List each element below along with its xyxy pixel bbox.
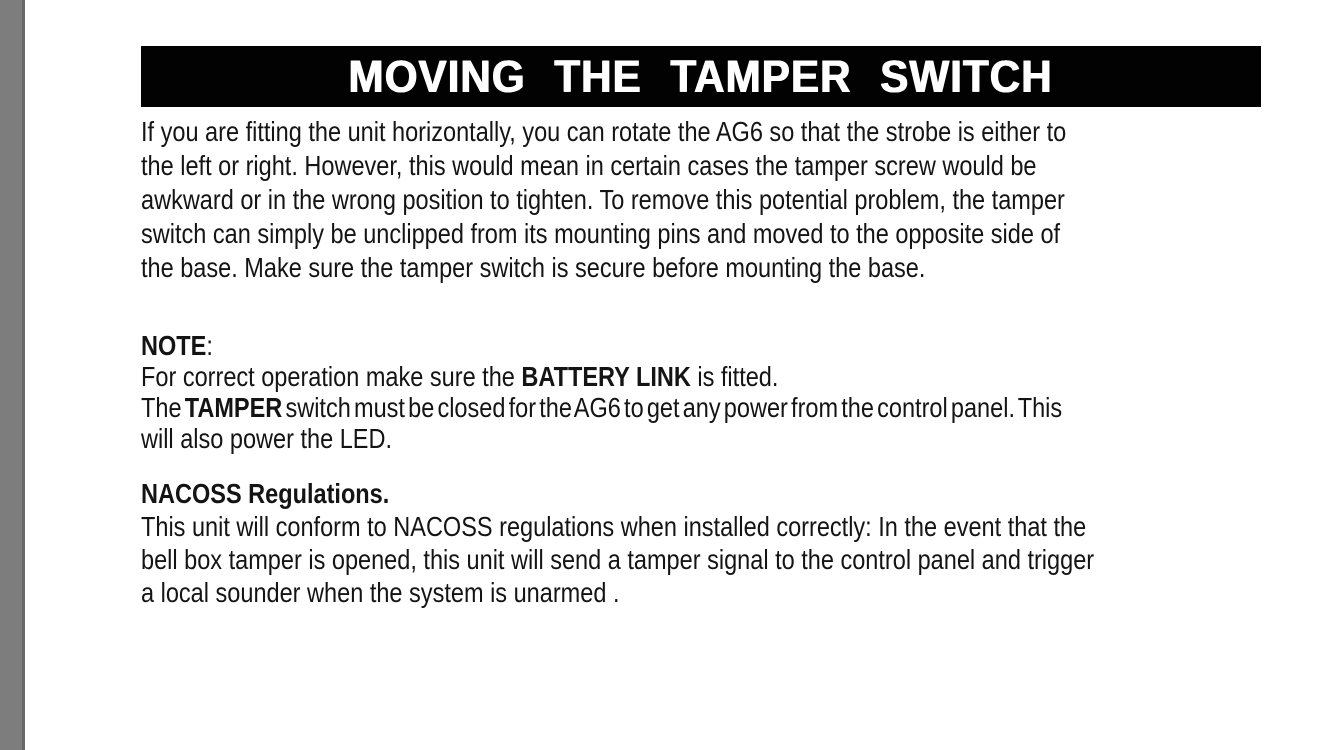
note-battery-pre: For correct operation make sure the — [141, 361, 522, 392]
page-title: MOVING THE TAMPER SWITCH — [348, 50, 1054, 102]
note-battery-post: is fitted. — [690, 361, 779, 392]
scanner-edge-strip — [0, 0, 25, 750]
nacoss-section — [141, 477, 1261, 609]
note-tamper-post: switch must be closed for the AG6 to get any power from the control panel. This — [282, 392, 1063, 423]
intro-line: awkward or in the wrong position to tighten. To remove this potential problem, the tamper — [141, 184, 1065, 215]
note-tamper-bold: TAMPER — [184, 392, 283, 423]
nacoss-heading: NACOSS Regulations. — [141, 478, 390, 509]
note-heading — [141, 330, 1082, 361]
intro-line: switch can simply be unclipped from its mounting pins and moved to the opposite side of — [141, 218, 1061, 249]
note-section — [141, 330, 1261, 454]
note-heading-label: NOTE — [141, 330, 207, 361]
note-tamper-pre: The — [141, 392, 185, 423]
page-content — [141, 0, 1261, 609]
nacoss-line: This unit will conform to NACOSS regulations when installed correctly: In the event that the — [141, 511, 1087, 542]
section-title-banner — [141, 46, 1261, 107]
intro-line: If you are fitting the unit horizontally, you can rotate the AG6 so that the strobe is either to — [141, 116, 1067, 147]
nacoss-line: a local sounder when the system is unarmed . — [141, 577, 620, 608]
note-last-line: will also power the LED. — [141, 423, 393, 454]
intro-line: the left or right. However, this would mean in certain cases the tamper screw would be — [141, 150, 1037, 181]
intro-paragraph — [141, 115, 1261, 285]
note-battery-line — [141, 361, 1082, 392]
nacoss-line: bell box tamper is opened, this unit will send a tamper signal to the control panel and trigger — [141, 544, 1095, 575]
note-battery-bold: BATTERY LINK — [521, 361, 691, 392]
note-heading-colon: : — [206, 330, 213, 361]
note-tamper-line — [141, 392, 1082, 423]
intro-line: the base. Make sure the tamper switch is secure before mounting the base. — [141, 252, 926, 283]
